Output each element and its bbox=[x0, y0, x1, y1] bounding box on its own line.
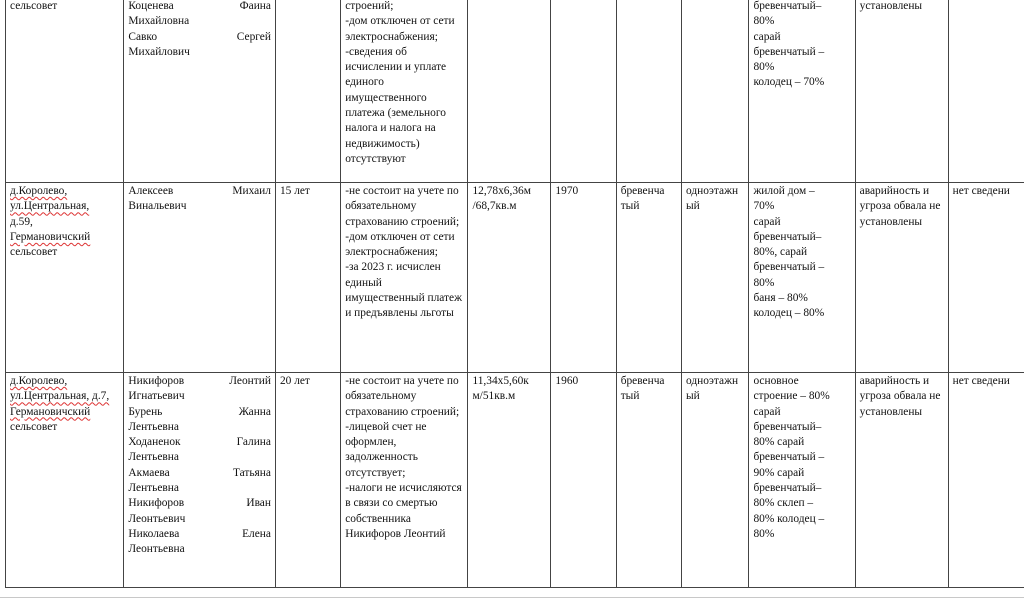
housing-register-table bbox=[5, 0, 1024, 588]
info-cell bbox=[948, 0, 1024, 183]
owner-first-name: Михаил bbox=[232, 185, 271, 197]
size-cell bbox=[468, 0, 551, 183]
address-line: Германовичский bbox=[10, 405, 91, 418]
year-cell: 1960 bbox=[551, 373, 616, 588]
address-line: сельсовет bbox=[10, 246, 58, 259]
material-cell: бревенча тый bbox=[616, 183, 681, 373]
floors-cell: одноэтажн ый bbox=[681, 373, 748, 588]
table-row bbox=[6, 183, 1024, 373]
size-cell: 11,34х5,60к м/51кв.м bbox=[468, 373, 551, 588]
wear-cell: жилой дом – 70% сарай бревенчатый– 80%, сарай бревенчатый – 80% баня – 80% колодец – 80% bbox=[749, 183, 855, 373]
table-row bbox=[6, 373, 1024, 588]
address-line: Германовичский bbox=[10, 230, 91, 243]
owner-patronymic: Игнатьевич bbox=[128, 390, 185, 403]
owner-name bbox=[128, 527, 271, 558]
wear-cell: основное строение – 80% сарай бревенчатый– 80% сарай бревенчатый – 90% сарай бревенчатый– 80% склеп – 80% колодец – 80% bbox=[749, 373, 855, 588]
page-bottom-divider bbox=[0, 597, 1024, 598]
owner-name bbox=[128, 496, 271, 527]
owner-name bbox=[128, 435, 271, 466]
info-cell: нет сведени bbox=[948, 183, 1024, 373]
owner-patronymic: Михайлович bbox=[128, 45, 190, 58]
owner-surname: Никифоров bbox=[128, 497, 185, 510]
material-cell: бревенча тый bbox=[616, 373, 681, 588]
address-line: д.Королево, bbox=[10, 375, 68, 387]
owner-first-name: Галина bbox=[236, 436, 271, 449]
owner-first-name: Сергей bbox=[236, 30, 271, 43]
owner-surname: Алексеев bbox=[128, 185, 174, 197]
address-line: ул.Центральная, bbox=[10, 200, 90, 213]
term-cell: 15 лет bbox=[275, 183, 340, 373]
status-cell: установлены bbox=[855, 0, 948, 183]
owner-patronymic: Леонтьевич bbox=[128, 512, 186, 525]
owner-surname: Бурень bbox=[128, 405, 163, 418]
owner-patronymic: Михайловна bbox=[128, 15, 190, 28]
notes-cell: -не состоит на учете по обязательному страхованию строений; -лицевой счет не оформлен, задолженность отсутствует; -налоги не исчисляются в связи со смертью собственника Никифоров Леонтий bbox=[341, 373, 468, 588]
owner-surname: Никифоров bbox=[128, 375, 185, 387]
address-cell bbox=[6, 183, 124, 373]
owner-name bbox=[128, 0, 271, 30]
owner-surname: Акмаева bbox=[128, 466, 170, 479]
owner-name bbox=[128, 405, 271, 436]
address-line: сельсовет bbox=[10, 420, 58, 433]
status-cell: аварийность и угроза обвала не установлены bbox=[855, 183, 948, 373]
material-cell bbox=[616, 0, 681, 183]
floors-cell: одноэтажн ый bbox=[681, 183, 748, 373]
owner-first-name: Леонтий bbox=[229, 375, 271, 387]
owner-surname: Коценева bbox=[128, 0, 174, 12]
owner-patronymic: Винальевич bbox=[128, 200, 187, 213]
wear-cell: бревенчатый– 80% сарай бревенчатый – 80% колодец – 70% bbox=[749, 0, 855, 183]
info-cell: нет сведени bbox=[948, 373, 1024, 588]
floors-cell bbox=[681, 0, 748, 183]
owner-name bbox=[128, 374, 271, 405]
owner-first-name: Иван bbox=[246, 497, 271, 510]
year-cell: 1970 bbox=[551, 183, 616, 373]
owner-patronymic: Лентьевна bbox=[128, 420, 179, 433]
owner-first-name: Елена bbox=[242, 527, 271, 540]
owner-patronymic: Леонтьевна bbox=[128, 543, 185, 556]
address-line: ул.Центральная, д.7, bbox=[10, 390, 110, 403]
owner-first-name: Фаина bbox=[239, 0, 271, 12]
term-cell: 20 лет bbox=[275, 373, 340, 588]
address-line: д.Королево, bbox=[10, 185, 68, 197]
owner-first-name: Жанна bbox=[238, 405, 271, 418]
status-cell: аварийность и угроза обвала не установлены bbox=[855, 373, 948, 588]
owner-surname: Савко bbox=[128, 30, 158, 43]
owner-patronymic: Лентьевна bbox=[128, 482, 179, 495]
table-row bbox=[6, 0, 1024, 183]
address-line: д.59, bbox=[10, 215, 33, 228]
owners-cell bbox=[124, 373, 276, 588]
owner-name bbox=[128, 184, 271, 215]
notes-cell: -не состоит на учете по обязательному страхованию строений; -дом отключен от сети электроснабжения; -за 2023 г. исчислен единый имущественный платеж и предъявлены льготы bbox=[341, 183, 468, 373]
owner-name bbox=[128, 30, 271, 61]
address-cell bbox=[6, 373, 124, 588]
owners-cell bbox=[124, 0, 276, 183]
year-cell bbox=[551, 0, 616, 183]
owner-name bbox=[128, 466, 271, 497]
notes-cell: строений; -дом отключен от сети электроснабжения; -сведения об исчислении и уплате единого имущественного платежа (земельного налога и налога на недвижимость) отсутствуют bbox=[341, 0, 468, 183]
term-cell bbox=[275, 0, 340, 183]
owner-first-name: Татьяна bbox=[232, 466, 271, 479]
address-cell bbox=[6, 0, 124, 183]
owners-cell bbox=[124, 183, 276, 373]
size-cell: 12,78х6,36м /68,7кв.м bbox=[468, 183, 551, 373]
address-line: сельсовет bbox=[10, 0, 58, 12]
owner-surname: Николаева bbox=[128, 527, 180, 540]
owner-surname: Ходаненок bbox=[128, 436, 181, 449]
owner-patronymic: Лентьевна bbox=[128, 451, 179, 464]
